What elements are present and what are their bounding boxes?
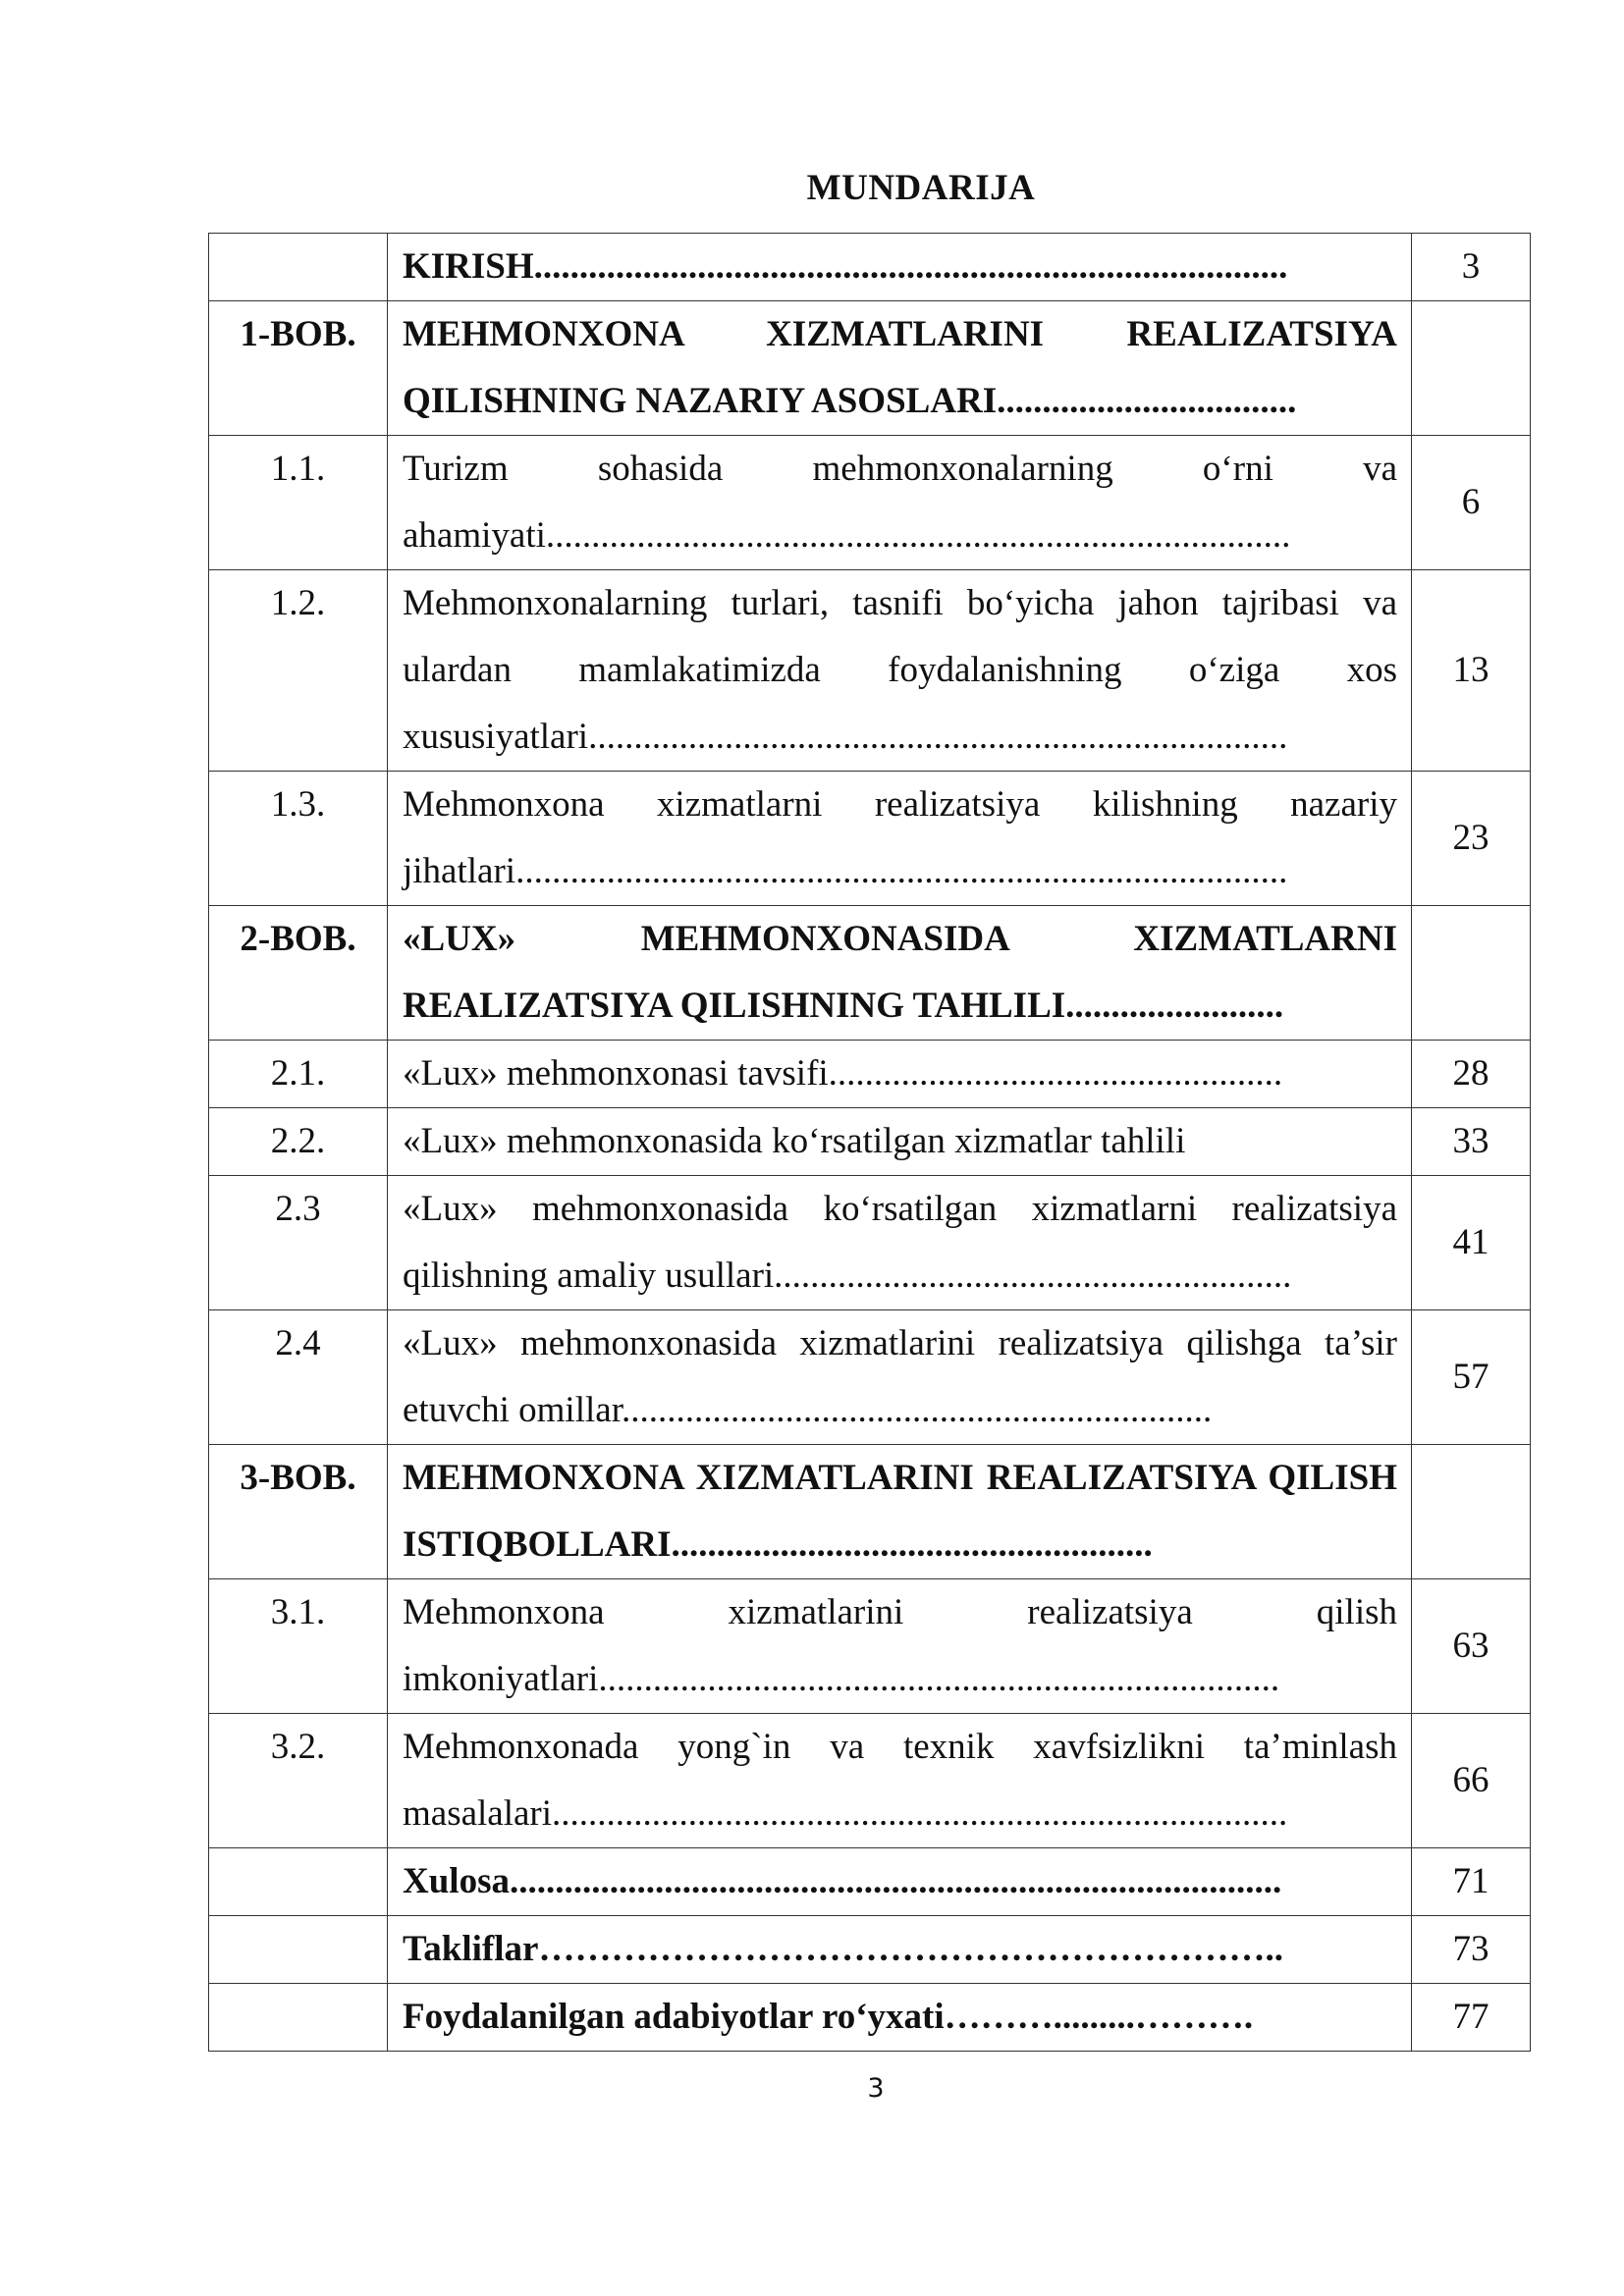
toc-section-title: MEHMONXONA XIZMATLARINI REALIZATSIYA QILISHNING NAZARIY ASOSLARI.................................: [388, 301, 1412, 436]
toc-section-number: 2.4: [209, 1310, 388, 1445]
toc-section-title: KIRISH...................................................................................: [388, 234, 1412, 301]
toc-section-title: «LUX» MEHMONXONASIDA XIZMATLARNI REALIZATSIYA QILISHNING TAHLILI........................: [388, 906, 1412, 1041]
toc-section-number: 3.1.: [209, 1579, 388, 1714]
toc-row: [209, 772, 1531, 906]
toc-section-number: 2.1.: [209, 1041, 388, 1108]
toc-section-title: Takliflar……………………………………………………..: [388, 1916, 1412, 1984]
toc-page-number: 3: [1412, 234, 1531, 301]
toc-page-number: 28: [1412, 1041, 1531, 1108]
toc-row: [209, 301, 1531, 436]
toc-page-number: 77: [1412, 1984, 1531, 2052]
toc-page-number: [1412, 301, 1531, 436]
toc-section-title: Turizm sohasida mehmonxonalarning o‘rni va ahamiyati..................................................................................: [388, 436, 1412, 570]
toc-section-title: Mehmonxona xizmatlarni realizatsiya kilishning nazariy jihatlari.....................................................................................: [388, 772, 1412, 906]
toc-section-title: Mehmonxonada yong`in va texnik xavfsizlikni ta’minlash masalalari.................................................................................: [388, 1714, 1412, 1848]
toc-row: [209, 570, 1531, 772]
toc-section-number: [209, 1916, 388, 1984]
toc-section-number: 1.3.: [209, 772, 388, 906]
toc-row: [209, 906, 1531, 1041]
toc-section-title: «Lux» mehmonxonasida xizmatlarini realizatsiya qilishga ta’sir etuvchi omillar.................................................................: [388, 1310, 1412, 1445]
toc-row: [209, 1916, 1531, 1984]
toc-section-number: 3-BOB.: [209, 1445, 388, 1579]
toc-section-number: [209, 1848, 388, 1916]
toc-page-number: [1412, 1445, 1531, 1579]
toc-section-number: [209, 1984, 388, 2052]
toc-row: [209, 1041, 1531, 1108]
toc-section-title: Mehmonxonalarning turlari, tasnifi bo‘yicha jahon tajribasi va ulardan mamlakatimizda foydalanishning o‘ziga xos xususiyatlari.............................................................................: [388, 570, 1412, 772]
toc-page-number: 66: [1412, 1714, 1531, 1848]
toc-row: [209, 1310, 1531, 1445]
toc-row: [209, 234, 1531, 301]
toc-row: [209, 1984, 1531, 2052]
toc-section-title: «Lux» mehmonxonasida ko‘rsatilgan xizmatlar tahlili: [388, 1108, 1412, 1176]
toc-section-title: «Lux» mehmonxonasi tavsifi..................................................: [388, 1041, 1412, 1108]
toc-page-number: 13: [1412, 570, 1531, 772]
toc-section-number: 3.2.: [209, 1714, 388, 1848]
toc-section-number: 1.1.: [209, 436, 388, 570]
toc-section-title: MEHMONXONA XIZMATLARINI REALIZATSIYA QILISH ISTIQBOLLARI.....................................................: [388, 1445, 1412, 1579]
toc-section-title: «Lux» mehmonxonasida ko‘rsatilgan xizmatlarni realizatsiya qilishning amaliy usullari.........................................................: [388, 1176, 1412, 1310]
toc-section-title: Foydalanilgan adabiyotlar ro‘yxati……….........……….: [388, 1984, 1412, 2052]
toc-page-number: 23: [1412, 772, 1531, 906]
toc-page-number: 57: [1412, 1310, 1531, 1445]
toc-page-number: 41: [1412, 1176, 1531, 1310]
toc-row: [209, 1108, 1531, 1176]
toc-body: [209, 234, 1531, 2052]
toc-section-number: 2.2.: [209, 1108, 388, 1176]
toc-row: [209, 1176, 1531, 1310]
table-of-contents: [208, 233, 1531, 2052]
toc-section-title: Mehmonxona xizmatlarini realizatsiya qilish imkoniyatlari...........................................................................: [388, 1579, 1412, 1714]
toc-row: [209, 436, 1531, 570]
toc-section-number: 1.2.: [209, 570, 388, 772]
toc-page-number: [1412, 906, 1531, 1041]
toc-page-number: 63: [1412, 1579, 1531, 1714]
footer-page-number: 3: [867, 2073, 885, 2104]
toc-section-number: 2-BOB.: [209, 906, 388, 1041]
toc-section-number: 1-BOB.: [209, 301, 388, 436]
toc-section-title: Xulosa.....................................................................................: [388, 1848, 1412, 1916]
toc-section-number: 2.3: [209, 1176, 388, 1310]
toc-row: [209, 1445, 1531, 1579]
toc-section-number: [209, 234, 388, 301]
toc-row: [209, 1714, 1531, 1848]
toc-page-number: 73: [1412, 1916, 1531, 1984]
toc-page-number: 71: [1412, 1848, 1531, 1916]
toc-page-number: 6: [1412, 436, 1531, 570]
toc-row: [209, 1579, 1531, 1714]
page-title: MUNDARIJA: [806, 168, 1036, 208]
toc-row: [209, 1848, 1531, 1916]
toc-page-number: 33: [1412, 1108, 1531, 1176]
